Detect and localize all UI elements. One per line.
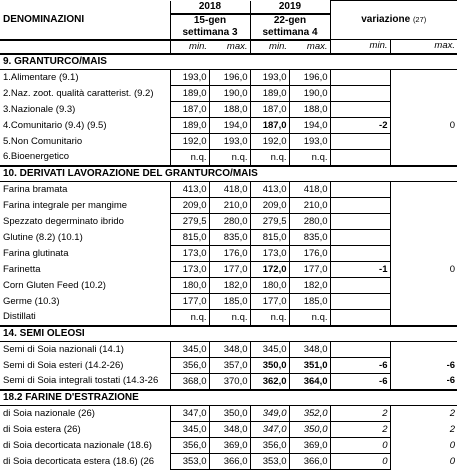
section-title: 14. SEMI OLEOSI: [0, 326, 457, 342]
var-max-cell: -6: [446, 359, 456, 371]
var-max-cell: 0: [449, 455, 456, 467]
curr-min-cell: 187,0: [250, 117, 289, 133]
prev-max-cell: 418,0: [209, 181, 250, 197]
prev-max-cell: 348,0: [209, 421, 250, 437]
prev-max-cell: n.q.: [209, 309, 250, 326]
prev-max-cell: 357,0: [209, 357, 250, 373]
prev-min-cell: 193,0: [170, 69, 209, 85]
prev-min-cell: 345,0: [170, 341, 209, 357]
prev-min-cell: n.q.: [170, 309, 209, 326]
table-row: [0, 373, 457, 390]
curr-min-cell: 349,0: [250, 405, 289, 421]
date-15-gen: 15-gen: [170, 14, 250, 27]
table-row: [0, 261, 457, 277]
prev-max-cell: 188,0: [209, 101, 250, 117]
table-row: [0, 309, 457, 326]
var-max-cell: 0: [449, 263, 456, 275]
week-4: settimana 4: [250, 27, 330, 40]
curr-max-cell: 185,0: [289, 293, 330, 309]
curr-max-cell: 369,0: [289, 437, 330, 453]
table-row: [0, 405, 457, 421]
var-min-cell: [330, 133, 390, 149]
var-min-cell: 0: [330, 453, 390, 469]
curr-min-cell: 356,0: [250, 437, 289, 453]
row-label: Semi di Soia nazionali (14.1): [3, 343, 124, 355]
curr-min-cell: 209,0: [250, 197, 289, 213]
prev-max-cell: 348,0: [209, 341, 250, 357]
var-max-cell: [390, 85, 457, 101]
prev-max-cell: 196,0: [209, 69, 250, 85]
var-min-cell: 2: [330, 421, 390, 437]
curr-max-cell: 210,0: [289, 197, 330, 213]
curr-min-cell: 347,0: [250, 421, 289, 437]
curr-min-cell: 815,0: [250, 229, 289, 245]
table-row: [0, 133, 457, 149]
var-max-cell: 2: [449, 407, 456, 419]
curr-max-cell: 182,0: [289, 277, 330, 293]
prev-min-cell: 209,0: [170, 197, 209, 213]
curr-max-cell: 352,0: [289, 405, 330, 421]
row-label: Farinetta: [3, 263, 41, 275]
curr-max-cell: 280,0: [289, 213, 330, 229]
prev-max-cell: 210,0: [209, 197, 250, 213]
var-max-cell: [390, 245, 457, 261]
section-title: 18.2 FARINE D'ESTRAZIONE: [0, 390, 457, 406]
var-min-cell: [330, 293, 390, 309]
table-row: [0, 421, 457, 437]
curr-max-cell: 190,0: [289, 85, 330, 101]
prev-min-cell: 187,0: [170, 101, 209, 117]
prev-min-cell: 345,0: [170, 421, 209, 437]
prev-min-cell: 279,5: [170, 213, 209, 229]
row-label: di Soia decorticata estera (18.6) (26: [3, 455, 155, 467]
var-min-cell: 0: [330, 437, 390, 453]
curr-max-cell: 176,0: [289, 245, 330, 261]
table-row: [0, 357, 457, 373]
var-max-cell: [390, 149, 457, 166]
var-max-cell: [390, 181, 457, 197]
max-header: max.: [209, 40, 250, 54]
curr-min-cell: 187,0: [250, 101, 289, 117]
curr-min-cell: n.q.: [250, 309, 289, 326]
header-blank: [0, 40, 170, 54]
week-3: settimana 3: [170, 27, 250, 40]
variazione-label: variazione: [361, 14, 411, 25]
var-max-cell: [390, 309, 457, 326]
row-label: di Soia nazionale (26): [3, 407, 95, 419]
curr-max-cell: 366,0: [289, 453, 330, 469]
curr-max-cell: 364,0: [289, 373, 330, 390]
var-min-cell: [330, 181, 390, 197]
curr-min-cell: n.q.: [250, 149, 289, 166]
curr-max-cell: 196,0: [289, 69, 330, 85]
var-max-cell: 0: [449, 439, 456, 451]
var-min-cell: -1: [330, 261, 390, 277]
table-row: [0, 277, 457, 293]
var-max-cell: [390, 213, 457, 229]
row-label: Corn Gluten Feed (10.2): [3, 279, 106, 291]
prev-max-cell: 835,0: [209, 229, 250, 245]
prev-min-cell: 347,0: [170, 405, 209, 421]
prev-max-cell: 280,0: [209, 213, 250, 229]
prev-max-cell: 185,0: [209, 293, 250, 309]
prev-min-cell: 180,0: [170, 277, 209, 293]
row-label: Farina integrale per mangime: [3, 199, 128, 211]
var-max-cell: -6: [446, 375, 456, 387]
section-title: 9. GRANTURCO/MAIS: [0, 54, 457, 70]
row-label: Germe (10.3): [3, 295, 60, 307]
prev-min-cell: 413,0: [170, 181, 209, 197]
prev-min-cell: 353,0: [170, 453, 209, 469]
var-min-cell: [330, 149, 390, 166]
var-min-cell: [330, 197, 390, 213]
min-header: min.: [170, 40, 209, 54]
section-title: 10. DERIVATI LAVORAZIONE DEL GRANTURCO/MAIS: [0, 166, 457, 182]
table-row: [0, 293, 457, 309]
prev-max-cell: 190,0: [209, 85, 250, 101]
curr-min-cell: 189,0: [250, 85, 289, 101]
var-max-cell: 2: [449, 423, 456, 435]
curr-max-cell: 350,0: [289, 421, 330, 437]
prev-min-cell: 192,0: [170, 133, 209, 149]
row-label: di Soia estera (26): [3, 423, 81, 435]
prev-max-cell: 370,0: [209, 373, 250, 390]
row-label: Glutine (8.2) (10.1): [3, 231, 83, 243]
var-min-cell: -6: [330, 357, 390, 373]
date-22-gen: 22-gen: [250, 14, 330, 27]
prev-max-cell: 366,0: [209, 453, 250, 469]
row-label: 1.Alimentare (9.1): [3, 71, 79, 83]
prev-min-cell: 368,0: [170, 373, 209, 390]
table-row: [0, 437, 457, 453]
section-header: [0, 326, 457, 342]
var-max-cell: [390, 277, 457, 293]
row-label: Farina glutinata: [3, 247, 69, 259]
var-min-cell: [330, 309, 390, 326]
year-2019: 2019: [250, 1, 330, 14]
curr-min-cell: 193,0: [250, 69, 289, 85]
curr-max-cell: n.q.: [289, 149, 330, 166]
var-min-cell: -6: [330, 373, 390, 390]
section-header: [0, 54, 457, 70]
var-max-cell: 0: [449, 119, 456, 131]
table-row: [0, 229, 457, 245]
var-max-cell: [390, 229, 457, 245]
var-max-cell: [390, 133, 457, 149]
prev-min-cell: 177,0: [170, 293, 209, 309]
max-header: max.: [390, 40, 457, 54]
table-row: [0, 341, 457, 357]
var-max-cell: [390, 293, 457, 309]
section-header: [0, 390, 457, 406]
prev-min-cell: 815,0: [170, 229, 209, 245]
prev-min-cell: 356,0: [170, 437, 209, 453]
section-header: [0, 166, 457, 182]
curr-max-cell: 835,0: [289, 229, 330, 245]
curr-max-cell: 351,0: [289, 357, 330, 373]
table-row: [0, 149, 457, 166]
prev-max-cell: 176,0: [209, 245, 250, 261]
table-row: [0, 69, 457, 85]
var-min-cell: [330, 229, 390, 245]
curr-min-cell: 279,5: [250, 213, 289, 229]
row-label: Distillati: [3, 311, 36, 323]
var-min-cell: [330, 213, 390, 229]
row-label: Semi di Soia integrali tostati (14.3-26: [3, 375, 159, 387]
prev-min-cell: 173,0: [170, 261, 209, 277]
min-header: min.: [250, 40, 289, 54]
table-row: [0, 453, 457, 469]
table-row: [0, 213, 457, 229]
var-min-cell: [330, 277, 390, 293]
row-label: 3.Nazionale (9.3): [3, 103, 76, 115]
curr-min-cell: 350,0: [250, 357, 289, 373]
prev-max-cell: 350,0: [209, 405, 250, 421]
var-min-cell: [330, 245, 390, 261]
var-min-cell: -2: [330, 117, 390, 133]
prev-max-cell: 194,0: [209, 117, 250, 133]
var-min-cell: [330, 101, 390, 117]
table-row: [0, 101, 457, 117]
curr-max-cell: 348,0: [289, 341, 330, 357]
prev-min-cell: 189,0: [170, 85, 209, 101]
prev-max-cell: 177,0: [209, 261, 250, 277]
curr-min-cell: 177,0: [250, 293, 289, 309]
prev-min-cell: 189,0: [170, 117, 209, 133]
var-min-cell: [330, 85, 390, 101]
curr-max-cell: 418,0: [289, 181, 330, 197]
row-label: Farina bramata: [3, 183, 68, 195]
table-row: [0, 85, 457, 101]
row-label: Semi di Soia esteri (14.2-26): [3, 359, 124, 371]
prev-min-cell: n.q.: [170, 149, 209, 166]
var-max-cell: [390, 101, 457, 117]
prev-min-cell: 173,0: [170, 245, 209, 261]
curr-min-cell: 345,0: [250, 341, 289, 357]
curr-min-cell: 413,0: [250, 181, 289, 197]
curr-min-cell: 192,0: [250, 133, 289, 149]
max-header: max.: [289, 40, 330, 54]
curr-min-cell: 362,0: [250, 373, 289, 390]
min-header: min.: [330, 40, 390, 54]
row-label: 6.Bioenergetico: [3, 151, 70, 163]
curr-max-cell: 193,0: [289, 133, 330, 149]
var-max-cell: [390, 69, 457, 85]
var-max-cell: [390, 197, 457, 213]
row-label: Spezzato degerminato ibrido: [3, 215, 124, 227]
row-label: 5.Non Comunitario: [3, 135, 83, 147]
curr-min-cell: 180,0: [250, 277, 289, 293]
year-2018: 2018: [170, 1, 250, 14]
curr-max-cell: 177,0: [289, 261, 330, 277]
curr-min-cell: 353,0: [250, 453, 289, 469]
denominazioni-header: DENOMINAZIONI: [0, 1, 170, 40]
table-row: [0, 117, 457, 133]
row-label: 4.Comunitario (9.4) (9.5): [3, 119, 107, 131]
prev-max-cell: 182,0: [209, 277, 250, 293]
var-min-cell: [330, 341, 390, 357]
row-label: 2.Naz. zoot. qualità caratterist. (9.2): [3, 87, 154, 99]
var-min-cell: 2: [330, 405, 390, 421]
prev-max-cell: 193,0: [209, 133, 250, 149]
prev-min-cell: 356,0: [170, 357, 209, 373]
table-row: [0, 245, 457, 261]
curr-max-cell: 194,0: [289, 117, 330, 133]
row-label: di Soia decorticata nazionale (18.6): [3, 439, 152, 451]
prev-max-cell: 369,0: [209, 437, 250, 453]
var-min-cell: [330, 69, 390, 85]
curr-max-cell: n.q.: [289, 309, 330, 326]
curr-min-cell: 173,0: [250, 245, 289, 261]
curr-max-cell: 188,0: [289, 101, 330, 117]
variazione-note: (27): [412, 15, 427, 24]
variazione-header: [330, 1, 457, 40]
curr-min-cell: 172,0: [250, 261, 289, 277]
var-max-cell: [390, 341, 457, 357]
prev-max-cell: n.q.: [209, 149, 250, 166]
table-row: [0, 181, 457, 197]
table-row: [0, 197, 457, 213]
